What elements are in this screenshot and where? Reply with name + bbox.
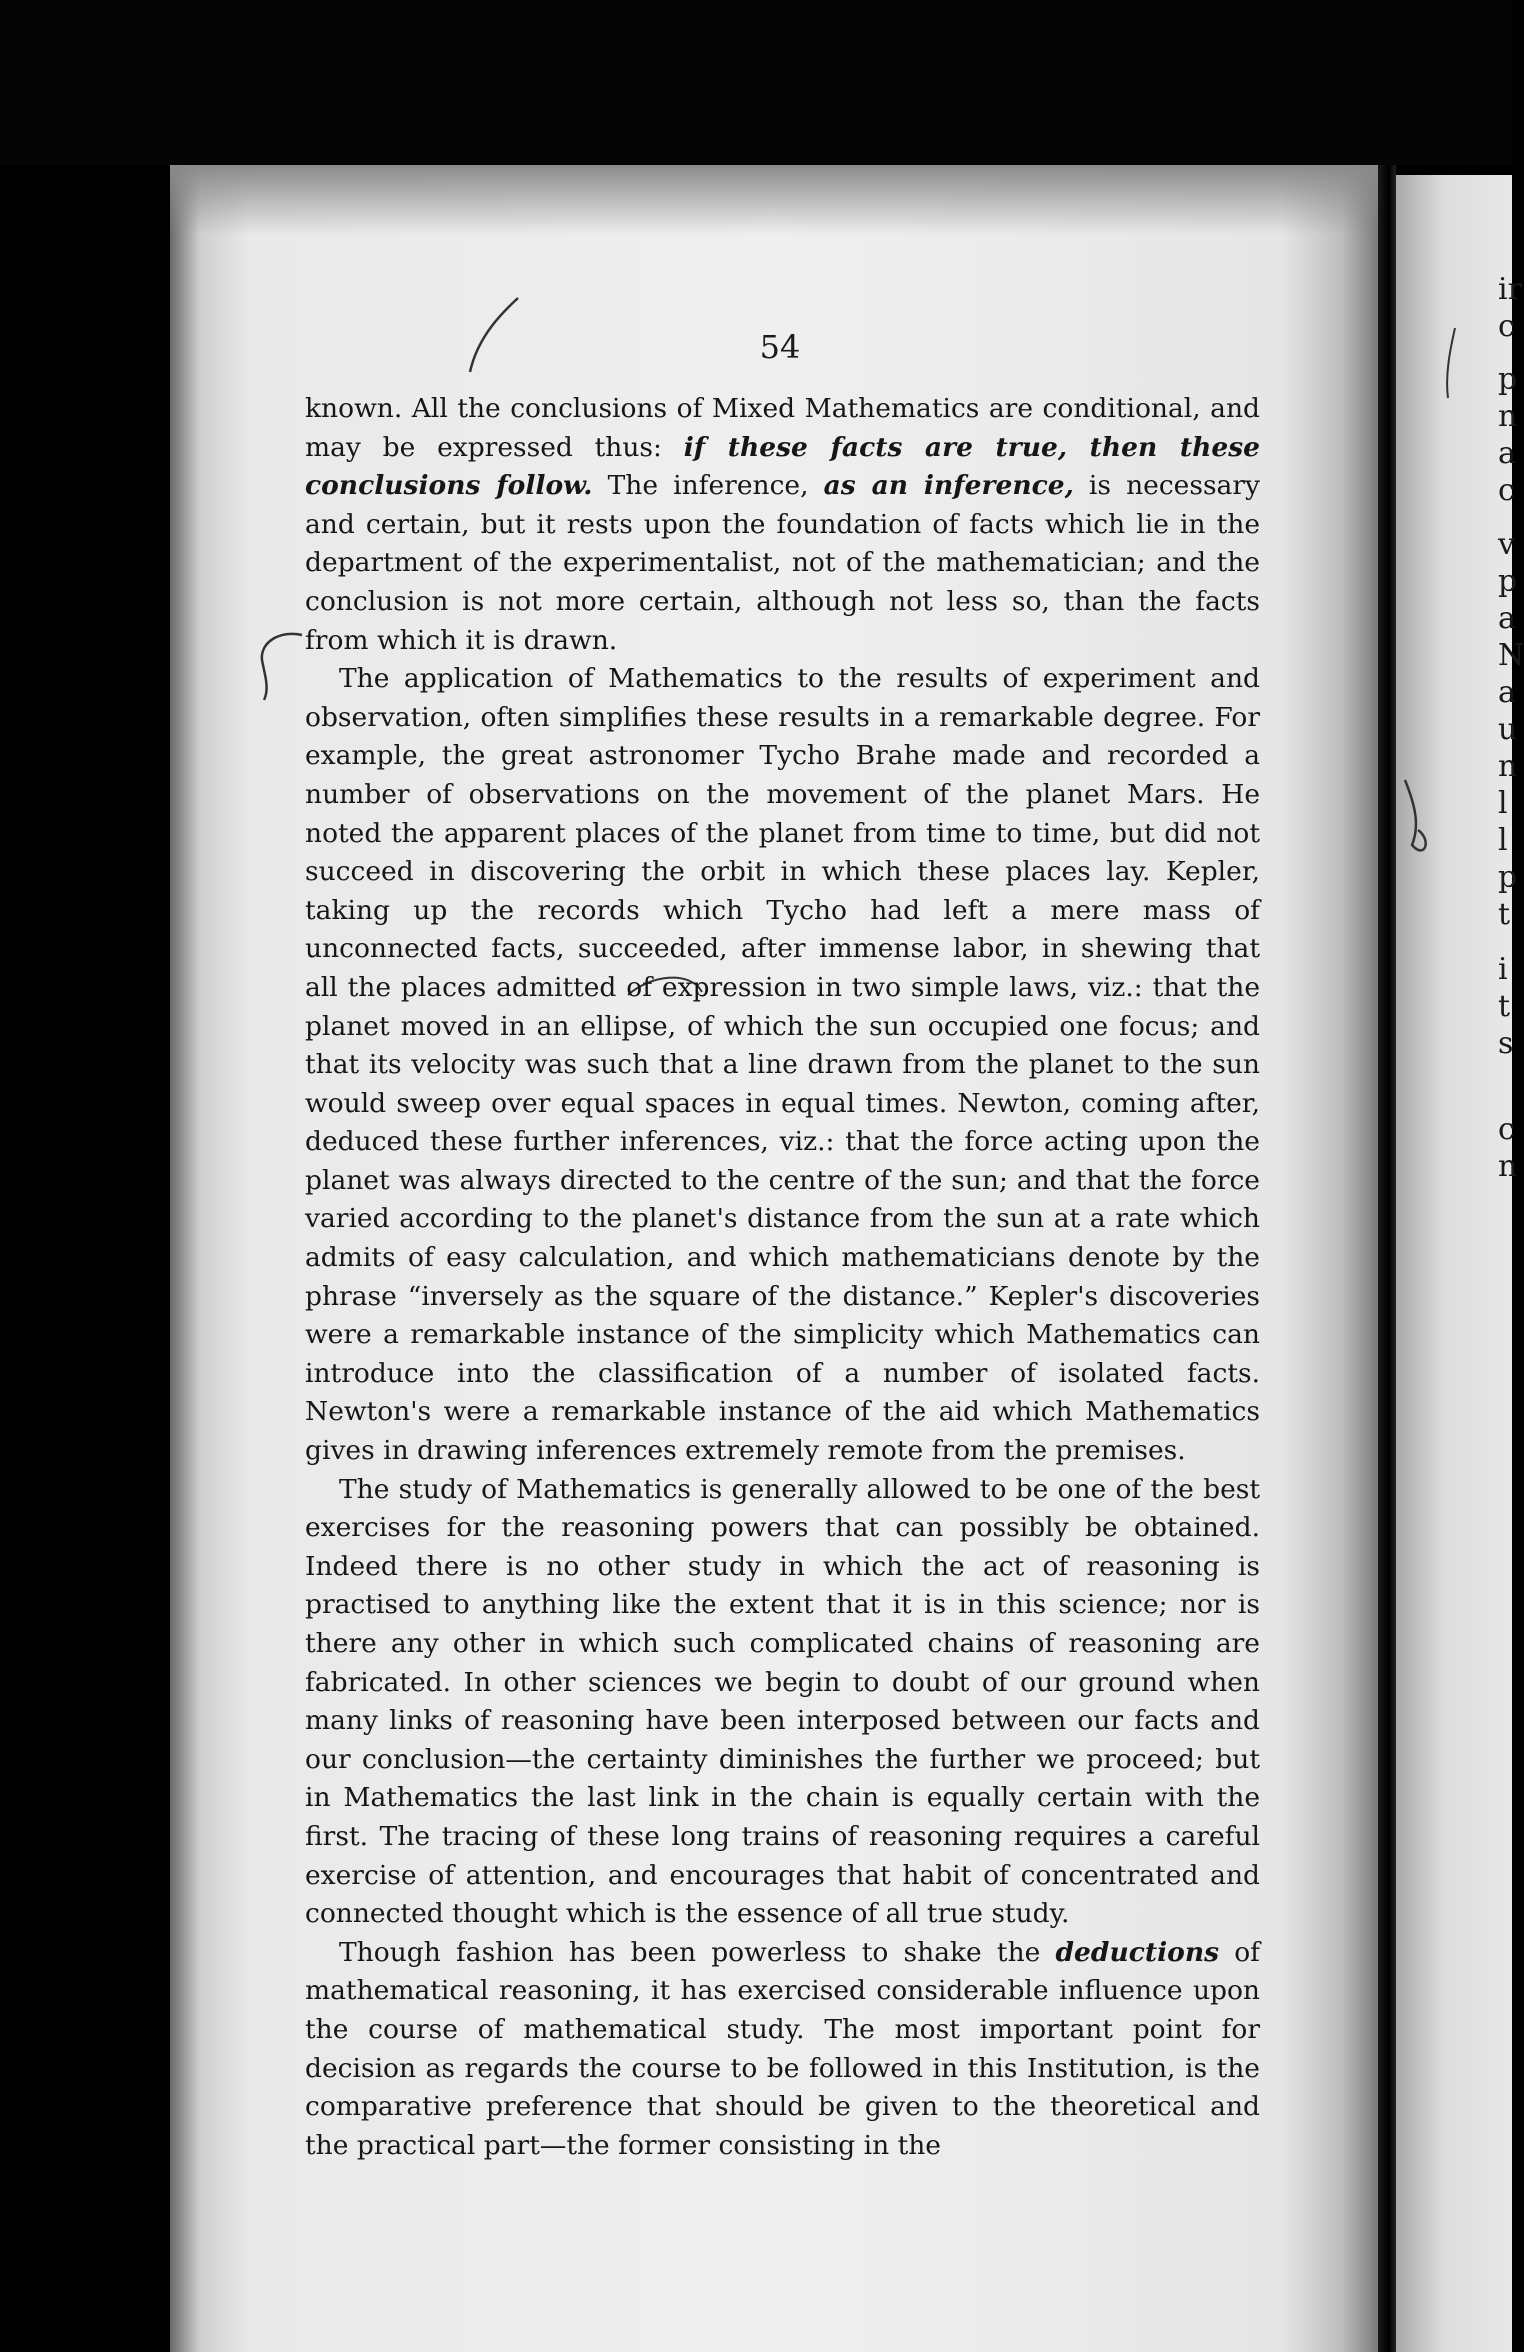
adjacent-page-fragment: a [1498,436,1516,471]
body-text [305,390,1260,2165]
adjacent-page-fragment: t [1498,897,1511,932]
adjacent-page-fragment: c [1498,473,1515,508]
adjacent-page-fragment: u [1498,712,1518,747]
adjacent-page-fragment: t [1498,989,1511,1024]
adjacent-page-fragment: p [1498,564,1518,599]
adjacent-page-fragment: n [1498,399,1518,434]
adjacent-page-fragment: l [1498,786,1508,821]
text-run: The inference, [592,470,824,502]
adjacent-page-fragment: c [1498,1112,1515,1147]
adjacent-page-fragment: s [1498,1026,1514,1061]
paragraph-1 [305,390,1260,660]
text-run: Though fashion has been powerless to shake the [339,1936,1056,1968]
adjacent-page-fragment: ir [1498,272,1522,307]
italic-phrase: as an inference, [823,470,1074,502]
paragraph-2: The application of Mathematics to the results of experiment and observation, often simplifies these results in a remarkable degree. For example, the great astronomer Tycho Brahe made and recorded a number of observations on the movement of the planet Mars. He noted the apparent places of the planet from time to time, but did not succeed in discovering the orbit in which these places lay. Kepler, taking up the records which Tycho had left a mere mass of unconnected facts, succeeded, after immense labor, in shewing that all the places admitted of expression in two simple laws, viz.: that the planet moved in an ellipse, of which the sun occupied one focus; and that its velocity was such that a line drawn from the planet to the sun would sweep over equal spaces in equal times. Newton, coming after, deduced these further inferences, viz.: that the force acting upon the planet was always directed to the centre of the sun; and that the force varied according to the planet's distance from the sun at a rate which admits of easy calculation, and which mathematicians denote by the phrase “inversely as the square of the distance.” Kepler's discoveries were a remarkable instance of the simplicity which Mathematics can introduce into the classification of a number of isolated facts. Newton's were a remarkable instance of the aid which Mathematics gives in drawing inferences extremely remote from the premises. [305,663,1260,1467]
adjacent-page-fragment: l [1498,823,1508,858]
adjacent-page-fragment: a [1498,675,1516,710]
text-run: is necessary and certain, but it rests upon the foundation of facts which lie in the department of the experimentalist, not of the mathematician; and the conclusion is not more certain, although not less so, than the facts from which it is drawn. [305,470,1260,656]
adjacent-page-fragment: v [1498,527,1515,562]
italic-phrase: if these facts are true, then these conclusions follow. [305,431,1260,502]
italic-phrase: deductions [1055,1936,1220,1968]
text-run: known. All the conclusions of Mixed Mathematics are conditional, and may be expressed thus: [305,393,1260,463]
text-run: of mathematical reasoning, it has exercised considerable influence upon the course of mathematical study. The most important point for decision as regards the course to be followed in this Institution, is the comparative preference that should be given to the theoretical and the practical part—the former consisting in the [305,1936,1260,2161]
adjacent-page-fragment: n [1498,749,1518,784]
adjacent-page-fragment: p [1498,362,1518,397]
paragraph-4 [305,1934,1260,2166]
adjacent-page-fragment: p [1498,860,1518,895]
adjacent-page-fragment: N [1498,638,1524,673]
paragraph-3: The study of Mathematics is generally allowed to be one of the best exercises for the reasoning powers that can possibly be obtained. Indeed there is no other study in which the act of reasoning is practised to anything like the extent that it is in this science; nor is there any other in which such complicated chains of reasoning are fabricated. In other sciences we begin to doubt of our ground when many links of reasoning have been interposed between our facts and our conclusion—the certainty diminishes the further we proceed; but in Mathematics the last link in the chain is equally certain with the first. The tracing of these long trains of reasoning requires a careful exercise of attention, and encourages that habit of concentrated and connected thought which is the essence of all true study. [305,1473,1260,1930]
adjacent-page-fragment: i [1498,952,1508,987]
adjacent-page-fragment: n [1498,1149,1518,1184]
adjacent-page-fragment: c [1498,309,1515,344]
adjacent-page-fragment: a [1498,601,1516,636]
page-number: 54 [759,328,801,366]
